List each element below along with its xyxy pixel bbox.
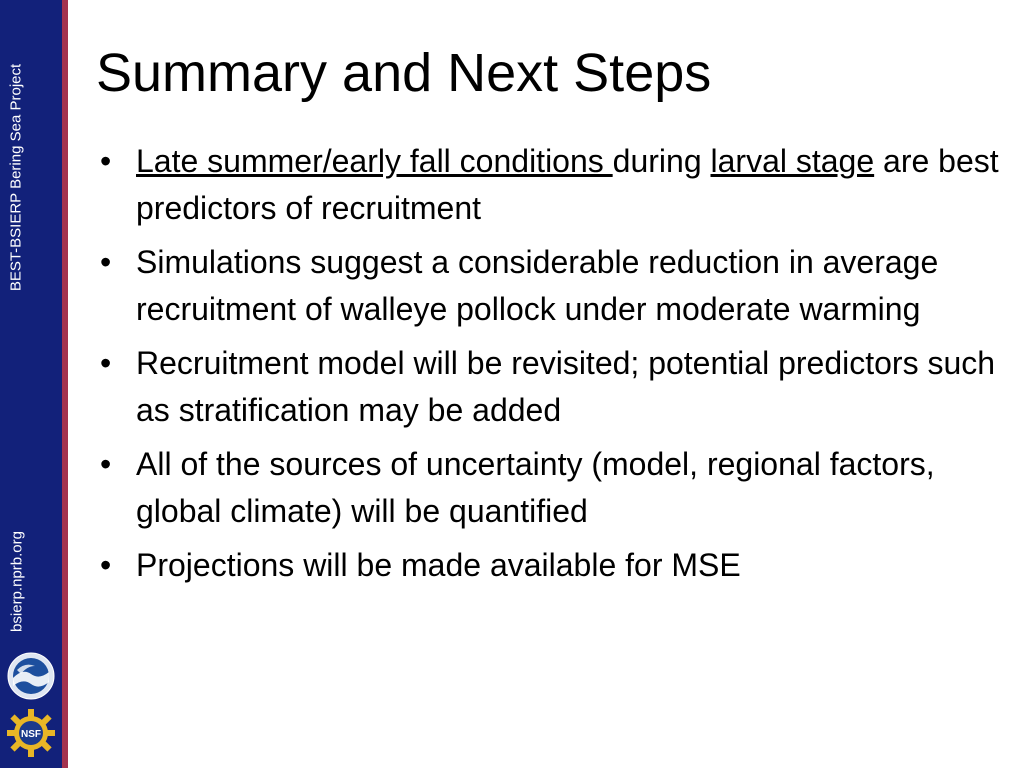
bullet-item [100, 542, 1000, 589]
slide-title: Summary and Next Steps [96, 43, 712, 103]
bullet-list [100, 138, 1000, 596]
bullet-text: during [612, 143, 711, 179]
project-label: BEST-BSIERP Bering Sea Project [7, 63, 25, 292]
bullet-dot: • [100, 143, 112, 179]
bullet-text: Recruitment model will be revisited; potential predictors such as stratification may be added [136, 345, 996, 428]
bullet-dot: • [100, 446, 112, 482]
nsf-logo-text: NSF [21, 729, 41, 740]
bullet-item [100, 340, 1000, 434]
bullet-dot: • [100, 345, 112, 381]
bullet-dot: • [100, 244, 112, 280]
bullet-text: All of the sources of uncertainty (model, regional factors, global climate) will be quantified [136, 446, 935, 529]
bullet-text: Projections will be made available for MSE [136, 547, 741, 583]
bullet-item [100, 138, 1000, 232]
bullet-text-underlined: larval stage [710, 143, 875, 179]
bullet-text-underlined: Late summer/early fall conditions [136, 143, 613, 179]
bullet-dot: • [100, 547, 112, 583]
nsf-logo-icon [5, 707, 57, 759]
sidebar-stripe [62, 0, 68, 768]
bullet-text: are best predictors of recruitment [136, 143, 999, 226]
bullet-item [100, 441, 1000, 535]
bullet-item [100, 239, 1000, 333]
website-label: bsierp.nprb.org [8, 531, 26, 632]
bullet-text: Simulations suggest a considerable reduction in average recruitment of walleye pollock under moderate warming [136, 244, 939, 327]
sidebar [0, 0, 62, 768]
noaa-logo-icon [7, 652, 55, 700]
